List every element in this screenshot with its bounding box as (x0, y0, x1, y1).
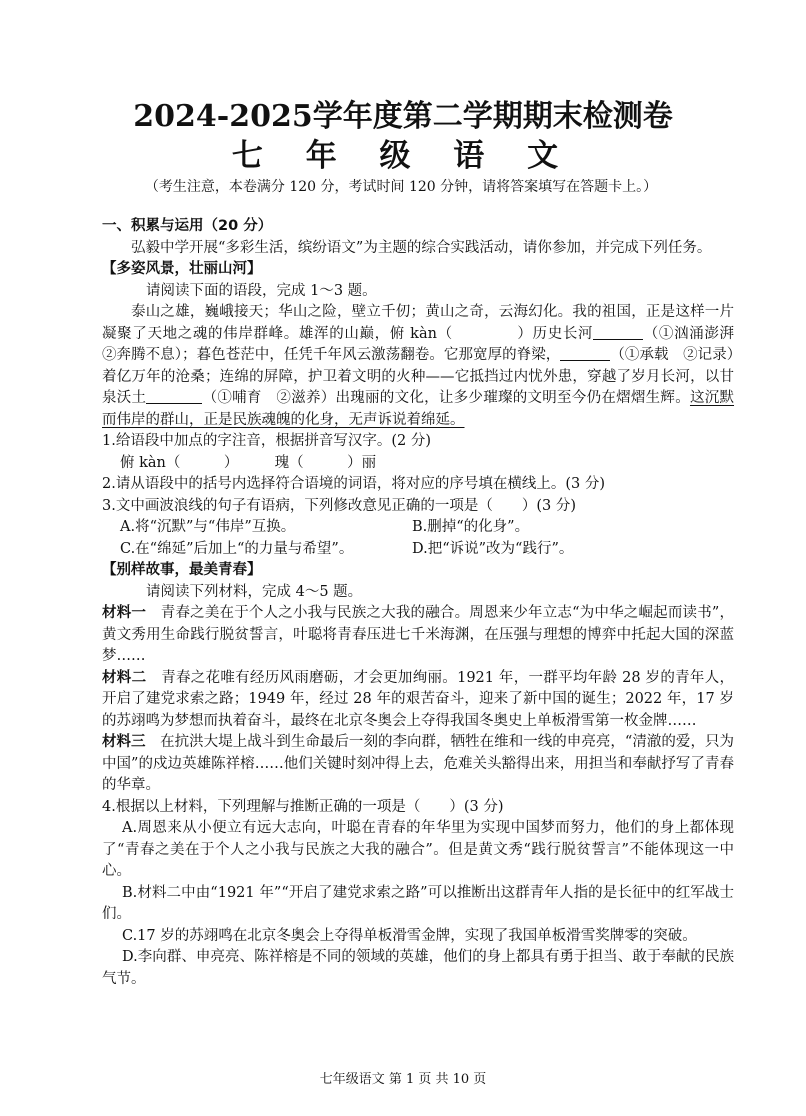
material-3: 材料三 在抗洪大堤上战斗到生命最后一刻的李向群，牺牲在维和一线的申亮亮，“清澈的爱，只为中国”的戍边英雄陈祥榕……他们关键时刻冲得上去，危难关头豁得出来，用担当和奉献抒写了青春的华章。 (102, 734, 734, 793)
option-b[interactable]: B.删掉“的化身”。 (412, 519, 530, 535)
material-3-label: 材料三 (102, 734, 146, 750)
exam-subject: 七 年 级 语 文 (231, 138, 575, 174)
reading-passage: 泰山之雄，巍峨接天；华山之险，壁立千仞；黄山之奇，云海幻化。我的祖国，正是这样一片凝聚了天地之魂的伟岸群峰。雄浑的山巅，俯 kàn（ ）历史长河 （①汹涌澎湃 ②奔腾不息）；暮色苍茫中，任凭千年风云激荡翻卷。它那宽厚的脊梁， （①承载 ②记录）着亿万年的沧桑；连绵的屏障，护卫着文明的火种——它抵挡过内忧外患，穿越了岁月长河，以甘泉沃土 （①哺育 ②滋养）出瑰丽的文化，让多少璀璨的文明至今仍在熠熠生辉。这沉默而伟岸的群山，正是民族魂魄的化身，无声诉说着绵延。 (102, 304, 749, 428)
task-intro: 弘毅中学开展“多彩生活，缤纷语文”为主题的综合实践活动，请你参加，并完成下列任务。 (131, 239, 712, 256)
material-1: 材料一 青春之美在于个人之小我与民族之大我的融合。周恩来少年立志“为中华之崛起而读书”，黄文秀用生命践行脱贫誓言，叶聪将青春压进七千米海渊，在压强与理想的博弈中托起大国的深蓝梦…… (102, 605, 735, 664)
material-2-label: 材料二 (102, 669, 147, 686)
exam-note: （考生注意，本卷满分 120 分，考试时间 120 分钟，请将答案填写在答题卡上。） (144, 179, 658, 195)
answer-blank-2[interactable] (560, 346, 610, 361)
material-1-label: 材料一 (102, 605, 147, 621)
question-1: 1.给语段中加点的字注音，根据拼音写汉字。(2 分) (102, 433, 431, 449)
question-4-option-a[interactable]: A.周恩来从小便立有远大志向，叶聪在青春的年华里为实现中国梦而努力，他们的身上都体现了“青春之美在于个人之小我与民族之大我的融合”。但是黄文秀“践行脱贫誓言”不能体现这一中心。 (102, 820, 734, 879)
material-2: 材料二 青春之花唯有经历风雨磨砺，才会更加绚丽。1921 年，一群平均年龄 28 岁的青年人，开启了建党求索之路；1949 年，经过 28 年的艰苦奋斗，迎来了新中国的诞生；2022 年，17 岁的苏翊鸣为梦想而执着奋斗，最终在北京冬奥会上夺得我国冬奥史上单板滑雪第一枚金牌…… (102, 669, 734, 729)
page-footer: 七年级语文 第 1 页 共 10 页 (319, 1072, 487, 1087)
question-4: 4.根据以上材料，下列理解与推断正确的一项是（ ）(3 分) (102, 798, 504, 815)
answer-blank-3[interactable] (146, 389, 202, 404)
answer-blank-1[interactable] (593, 325, 643, 340)
option-c[interactable]: C.在“绵延”后加上“的力量与希望”。 (120, 540, 354, 557)
question-3-options-row1 (102, 517, 734, 539)
question-4-option-c[interactable]: C.17 岁的苏翊鸣在北京冬奥会上夺得单板滑雪金牌，实现了我国单板滑雪奖牌零的突破。 (122, 927, 697, 944)
part2-title: 【别样故事，最美青春】 (102, 562, 262, 578)
part1-instruction: 请阅读下面的语段，完成 1～3 题。 (146, 282, 377, 299)
section-heading: 一、积累与运用（20 分） (102, 218, 273, 234)
question-3-options-row2 (102, 539, 734, 561)
wavy-sentence: 这沉默而伟岸的群山，正是民族魂魄的化身，无声诉说着绵延。 (102, 390, 735, 428)
part2-instruction: 请阅读下列材料，完成 4～5 题。 (146, 583, 363, 600)
question-2: 2.请从语段中的括号内选择符合语境的词语，将对应的序号填在横线上。(3 分) (102, 476, 605, 492)
option-a[interactable]: A.将“沉默”与“伟岸”互换。 (120, 519, 296, 535)
question-1-line: 俯 kàn（ ） 瑰（ ）丽 (120, 454, 377, 471)
option-d[interactable]: D.把“诉说”改为“践行”。 (412, 540, 574, 557)
question-4-option-b[interactable]: B.材料二中由“1921 年”“开启了建党求索之路”可以推断出这群青年人指的是长征中的红军战士们。 (102, 884, 734, 922)
exam-title: 2024-2025学年度第二学期期末检测卷 (133, 99, 673, 134)
part1-title: 【多姿风景，壮丽山河】 (102, 261, 262, 277)
question-3: 3.文中画波浪线的句子有语病，下列修改意见正确的一项是（ ）(3 分) (102, 497, 576, 514)
question-4-option-d[interactable]: D.李向群、申亮亮、陈祥榕是不同的领域的英雄，他们的身上都具有勇于担当、敢于奉献的民族气节。 (102, 949, 734, 987)
